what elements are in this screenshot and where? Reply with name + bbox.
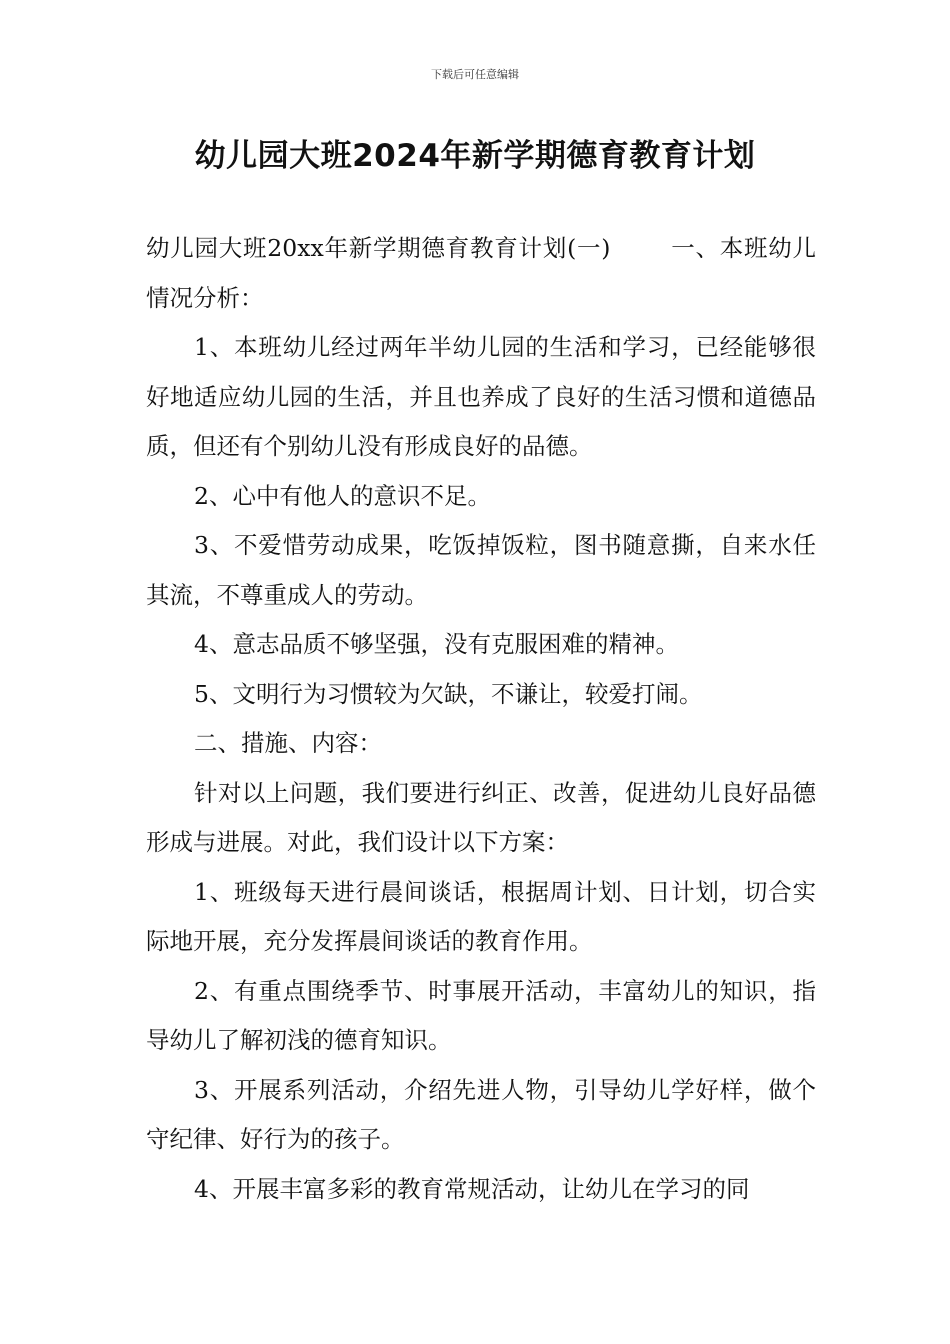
intro-paragraph	[146, 224, 816, 323]
subtitle-line: 幼儿园大班20xx年新学期德育教育计划(一)	[146, 234, 611, 262]
paragraph-situation-1: 1、本班幼儿经过两年半幼儿园的生活和学习，已经能够很好地适应幼儿园的生活，并且也养成了良好的生活习惯和道德品质，但还有个别幼儿没有形成良好的品德。	[146, 333, 816, 460]
paragraph-situation-2: 2、心中有他人的意识不足。	[194, 481, 491, 510]
paragraph-measure-4: 4、开展丰富多彩的教育常规活动，让幼儿在学习的同	[194, 1174, 750, 1203]
paragraph-situation-5: 5、文明行为习惯较为欠缺，不谦让，较爱打闹。	[194, 679, 703, 708]
paragraph-measure-3: 3、开展系列活动，介绍先进人物，引导幼儿学好样，做个守纪律、好行为的孩子。	[146, 1075, 816, 1153]
section-heading-1: 一、本班幼儿情况分析：	[146, 234, 816, 312]
paragraph-situation-3: 3、不爱惜劳动成果，吃饭掉饭粒，图书随意撕，自来水任其流，不尊重成人的劳动。	[146, 531, 816, 609]
paragraph-measure-1: 1、班级每天进行晨间谈话，根据周计划、日计划，切合实际地开展，充分发挥晨间谈话的教育作用。	[146, 877, 816, 955]
document-title: 幼儿园大班2024年新学期德育教育计划	[194, 138, 756, 174]
paragraph-measure-2: 2、有重点围绕季节、时事展开活动，丰富幼儿的知识，指导幼儿了解初浅的德育知识。	[146, 976, 816, 1054]
header-note: 下载后可任意编辑	[431, 68, 519, 81]
document-body	[146, 224, 816, 1214]
paragraph-measures-intro: 针对以上问题，我们要进行纠正、改善，促进幼儿良好品德形成与进展。对此，我们设计以下方案：	[146, 778, 816, 856]
paragraph-situation-4: 4、意志品质不够坚强，没有克服困难的精神。	[194, 630, 679, 658]
section-heading-2: 二、措施、内容：	[194, 729, 382, 757]
